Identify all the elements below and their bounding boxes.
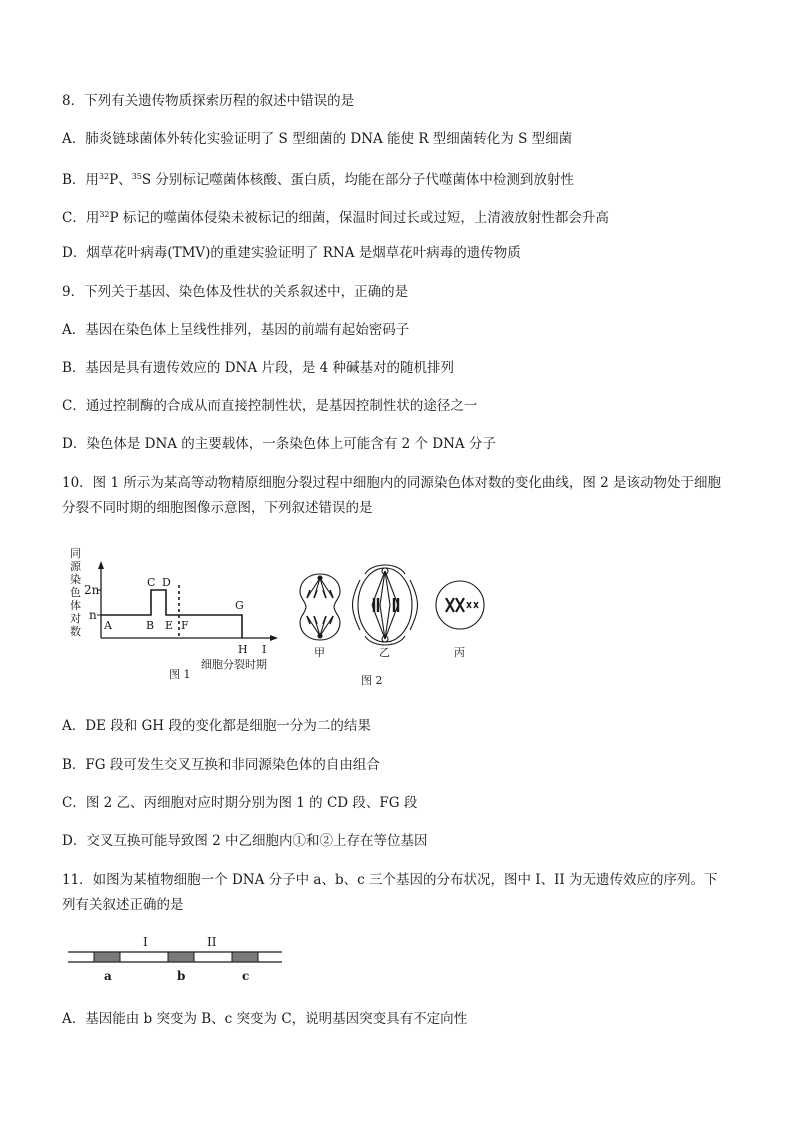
q8-c-text-2: P 标记的噬菌体侵染未被标记的细菌，保温时间过长或过短，上清液放射性都会升高 <box>109 210 609 226</box>
dna-gene-diagram <box>66 930 286 986</box>
q11-option-a: A．基因能由 b 突变为 B、c 突变为 C，说明基因突变具有不定向性 <box>62 1011 468 1027</box>
fig1-y-arrow <box>98 561 104 569</box>
q8-option-c <box>62 206 609 227</box>
fig1-ylabel-char: 源 <box>70 560 81 573</box>
fig1-x-arrow <box>270 635 278 641</box>
q10-stem-line-1: 10．图 1 所示为某高等动物精原细胞分裂过程中细胞内的同源染色体对数的变化曲线，图 2 是该动物处于细胞 <box>62 475 722 491</box>
sequence-ii-label: II <box>207 935 217 949</box>
fig1-point-h: H <box>238 643 248 656</box>
q8-stem: 8．下列有关遗传物质探索历程的叙述中错误的是 <box>62 93 355 109</box>
q8-option-a: A．肺炎链球菌体外转化实验证明了 S 型细菌的 DNA 能使 R 型细菌转化为 S 型细菌 <box>62 131 573 147</box>
fig1-ylabel-char: 体 <box>70 599 81 612</box>
cell-bing-label: 丙 <box>454 646 465 659</box>
q8-b-text-2: P、 <box>109 172 132 188</box>
fig1-point-d: D <box>162 576 171 589</box>
fig1-point-c: C <box>147 576 156 589</box>
cell-bing <box>436 581 484 629</box>
fig1-ylabel-char: 同 <box>70 547 81 560</box>
fig1-ytick-n: n <box>89 608 97 622</box>
gene-c-block <box>232 952 258 962</box>
fig1-caption: 图 1 <box>169 668 191 681</box>
q8-b-text-1: B．用 <box>62 172 99 188</box>
gene-a-label: a <box>104 969 112 983</box>
q8-option-b <box>62 168 574 189</box>
fig1-point-e: E <box>165 619 174 632</box>
q10-option-a: A．DE 段和 GH 段的变化都是细胞一分为二的结果 <box>62 718 371 734</box>
cell-yi <box>353 565 418 645</box>
q8-c-text-1: C．用 <box>62 210 100 226</box>
q10-stem-line-2: 分裂不同时期的细胞图像示意图，下列叙述错误的是 <box>62 500 373 516</box>
fig2-caption: 图 2 <box>361 674 383 687</box>
fig1-point-a: A <box>104 619 112 632</box>
gene-b-label: b <box>177 969 186 983</box>
q9-option-d: D．染色体是 DNA 的主要载体，一条染色体上可能含有 2 个 DNA 分子 <box>62 436 496 452</box>
gene-b-block <box>168 952 194 962</box>
cell-jia <box>300 574 340 640</box>
fig1-xlabel: 细胞分裂时期 <box>201 658 267 671</box>
fig1-ylabel-char: 染 <box>70 573 81 586</box>
q10-option-b: B．FG 段可发生交叉互换和非同源染色体的自由组合 <box>62 757 380 773</box>
q9-option-c: C．通过控制酶的合成从而直接控制性状，是基因控制性状的途径之一 <box>62 398 478 414</box>
q8-option-d: D．烟草花叶病毒(TMV)的重建实验证明了 RNA 是烟草花叶病毒的遗传物质 <box>62 245 521 261</box>
gene-c-label: c <box>242 969 250 983</box>
q10-option-d: D．交叉互换可能导致图 2 中乙细胞内①和②上存在等位基因 <box>62 833 428 849</box>
fig1-point-b: B <box>146 619 155 632</box>
fig1-point-f: F <box>181 619 189 632</box>
q8-c-superscript: 32 <box>99 210 110 219</box>
gene-a-block <box>94 952 120 962</box>
q9-stem: 9．下列关于基因、染色体及性状的关系叙述中，正确的是 <box>62 284 409 300</box>
q9-option-b: B．基因是具有遗传效应的 DNA 片段，是 4 种碱基对的随机排列 <box>62 360 455 376</box>
sequence-i-label: I <box>143 935 148 949</box>
q11-stem-line-1: 11．如图为某植物细胞一个 DNA 分子中 a、b、c 三个基因的分布状况，图中 I、II 为无遗传效应的序列。下 <box>62 872 718 888</box>
cell-jia-label: 甲 <box>314 646 325 659</box>
fig1-ytick-2n: 2n <box>84 583 100 597</box>
q8-b-superscript-1: 32 <box>98 172 110 181</box>
fig1-point-g: G <box>235 599 244 612</box>
fig1-ylabel-char: 数 <box>70 625 81 638</box>
q8-b-superscript-2: 35 <box>131 172 142 181</box>
fig1-ylabel-char: 色 <box>70 586 81 599</box>
q8-b-text-3: S 分别标记噬菌体核酸、蛋白质，均能在部分子代噬菌体中检测到放射性 <box>141 172 574 188</box>
cell-yi-label: 乙 <box>379 646 390 659</box>
figure-1-chart <box>66 545 296 690</box>
fig1-point-i: I <box>262 643 267 656</box>
q9-option-a: A．基因在染色体上呈线性排列，基因的前端有起始密码子 <box>62 322 410 338</box>
q10-option-c: C．图 2 乙、丙细胞对应时期分别为图 1 的 CD 段、FG 段 <box>62 795 418 811</box>
figure-2-cells <box>290 560 490 695</box>
q11-stem-line-2: 列有关叙述正确的是 <box>62 897 184 913</box>
fig1-ylabel-char: 对 <box>70 612 81 625</box>
